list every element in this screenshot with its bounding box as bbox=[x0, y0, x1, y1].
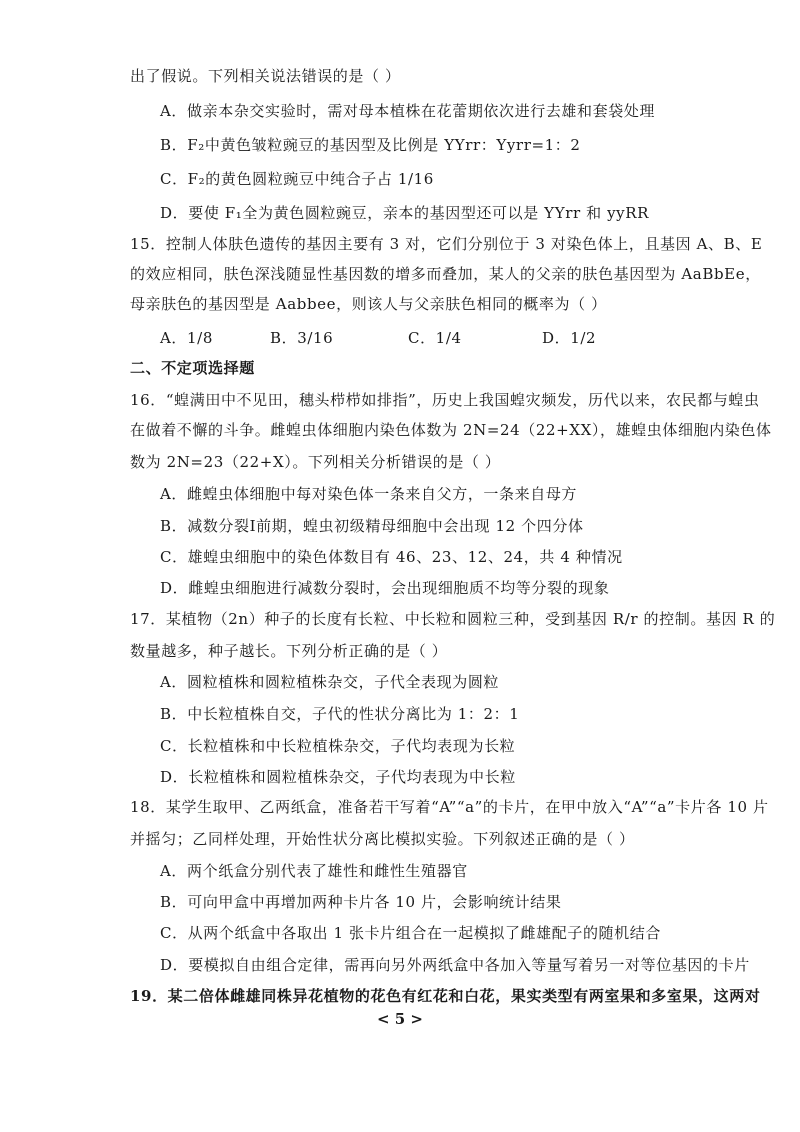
section-title: 二、不定项选择题 bbox=[130, 359, 255, 377]
q18-stem-line-2: 并摇匀；乙同样处理，开始性状分离比模拟实验。下列叙述正确的是（ ） bbox=[130, 830, 635, 848]
q16-option-c: C．雄蝗虫细胞中的染色体数目有 46、23、12、24，共 4 种情况 bbox=[160, 548, 623, 566]
page-number: < 5 > bbox=[376, 1010, 424, 1028]
q15-option-c: C．1/4 bbox=[408, 329, 462, 347]
q18-option-a: A．两个纸盒分别代表了雄性和雌性生殖器官 bbox=[160, 862, 468, 880]
q16-stem-line-1: 16．“蝗满田中不见田，穗头栉栉如排指”，历史上我国蝗灾频发，历代以来，农民都与蝗虫 bbox=[130, 391, 760, 409]
q15-stem-line-2: 的效应相同，肤色深浅随显性基因数的增多而叠加，某人的父亲的肤色基因型为 AaBbEe， bbox=[130, 265, 761, 283]
q15-option-b: B．3/16 bbox=[270, 329, 334, 347]
q14-option-b: B．F₂中黄色皱粒豌豆的基因型及比例是 YYrr：Yyrr=1：2 bbox=[160, 136, 581, 154]
q16-stem-line-3: 数为 2N=23（22+X）。下列相关分析错误的是（ ） bbox=[130, 453, 501, 471]
q16-option-b: B．减数分裂Ⅰ前期，蝗虫初级精母细胞中会出现 12 个四分体 bbox=[160, 517, 584, 535]
q15-option-d: D．1/2 bbox=[542, 329, 597, 347]
q18-option-d: D．要模拟自由组合定律，需再向另外两纸盒中各加入等量写着另一对等位基因的卡片 bbox=[160, 956, 750, 974]
q15-stem-line-3: 母亲肤色的基因型是 Aabbee，则该人与父亲肤色相同的概率为（ ） bbox=[130, 295, 607, 313]
q14-option-c: C．F₂的黄色圆粒豌豆中纯合子占 1/16 bbox=[160, 170, 434, 188]
q14-option-d: D．要使 F₁全为黄色圆粒豌豆，亲本的基因型还可以是 YYrr 和 yyRR bbox=[160, 204, 650, 222]
q14-stem-tail: 出了假说。下列相关说法错误的是（ ） bbox=[130, 67, 401, 85]
q16-option-a: A．雌蝗虫体细胞中每对染色体一条来自父方，一条来自母方 bbox=[160, 485, 578, 503]
q17-stem-line-1: 17．某植物（2n）种子的长度有长粒、中长粒和圆粒三种，受到基因 R/r 的控制。基因 R 的 bbox=[130, 610, 776, 628]
q18-stem-line-1: 18．某学生取甲、乙两纸盒，准备若干写着“A”“a”的卡片，在甲中放入“A”“a”卡片各 10 片 bbox=[130, 798, 769, 816]
q15-stem-line-1: 15．控制人体肤色遗传的基因主要有 3 对，它们分别位于 3 对染色体上，且基因 A、B、E bbox=[130, 235, 763, 253]
q18-option-b: B．可向甲盒中再增加两种卡片各 10 片，会影响统计结果 bbox=[160, 893, 562, 911]
q14-option-a: A．做亲本杂交实验时，需对母本植株在花蕾期依次进行去雄和套袋处理 bbox=[160, 102, 656, 120]
q19-stem-line-1: 19．某二倍体雌雄同株异花植物的花色有红花和白花，果实类型有两室果和多室果，这两对 bbox=[130, 987, 761, 1005]
q17-option-c: C．长粒植株和中长粒植株杂交，子代均表现为长粒 bbox=[160, 737, 516, 755]
q18-option-c: C．从两个纸盒中各取出 1 张卡片组合在一起模拟了雌雄配子的随机结合 bbox=[160, 924, 661, 942]
q17-stem-line-2: 数量越多，种子越长。下列分析正确的是（ ） bbox=[130, 642, 448, 660]
q17-option-a: A．圆粒植株和圆粒植株杂交，子代全表现为圆粒 bbox=[160, 673, 500, 691]
q15-option-a: A．1/8 bbox=[160, 329, 213, 347]
q16-stem-line-2: 在做着不懈的斗争。雌蝗虫体细胞内染色体数为 2N=24（22+XX），雄蝗虫体细胞内染色体 bbox=[130, 421, 772, 439]
q16-option-d: D．雌蝗虫细胞进行减数分裂时，会出现细胞质不均等分裂的现象 bbox=[160, 579, 610, 597]
q17-option-b: B．中长粒植株自交，子代的性状分离比为 1：2：1 bbox=[160, 705, 520, 723]
q17-option-d: D．长粒植株和圆粒植株杂交，子代均表现为中长粒 bbox=[160, 768, 516, 786]
